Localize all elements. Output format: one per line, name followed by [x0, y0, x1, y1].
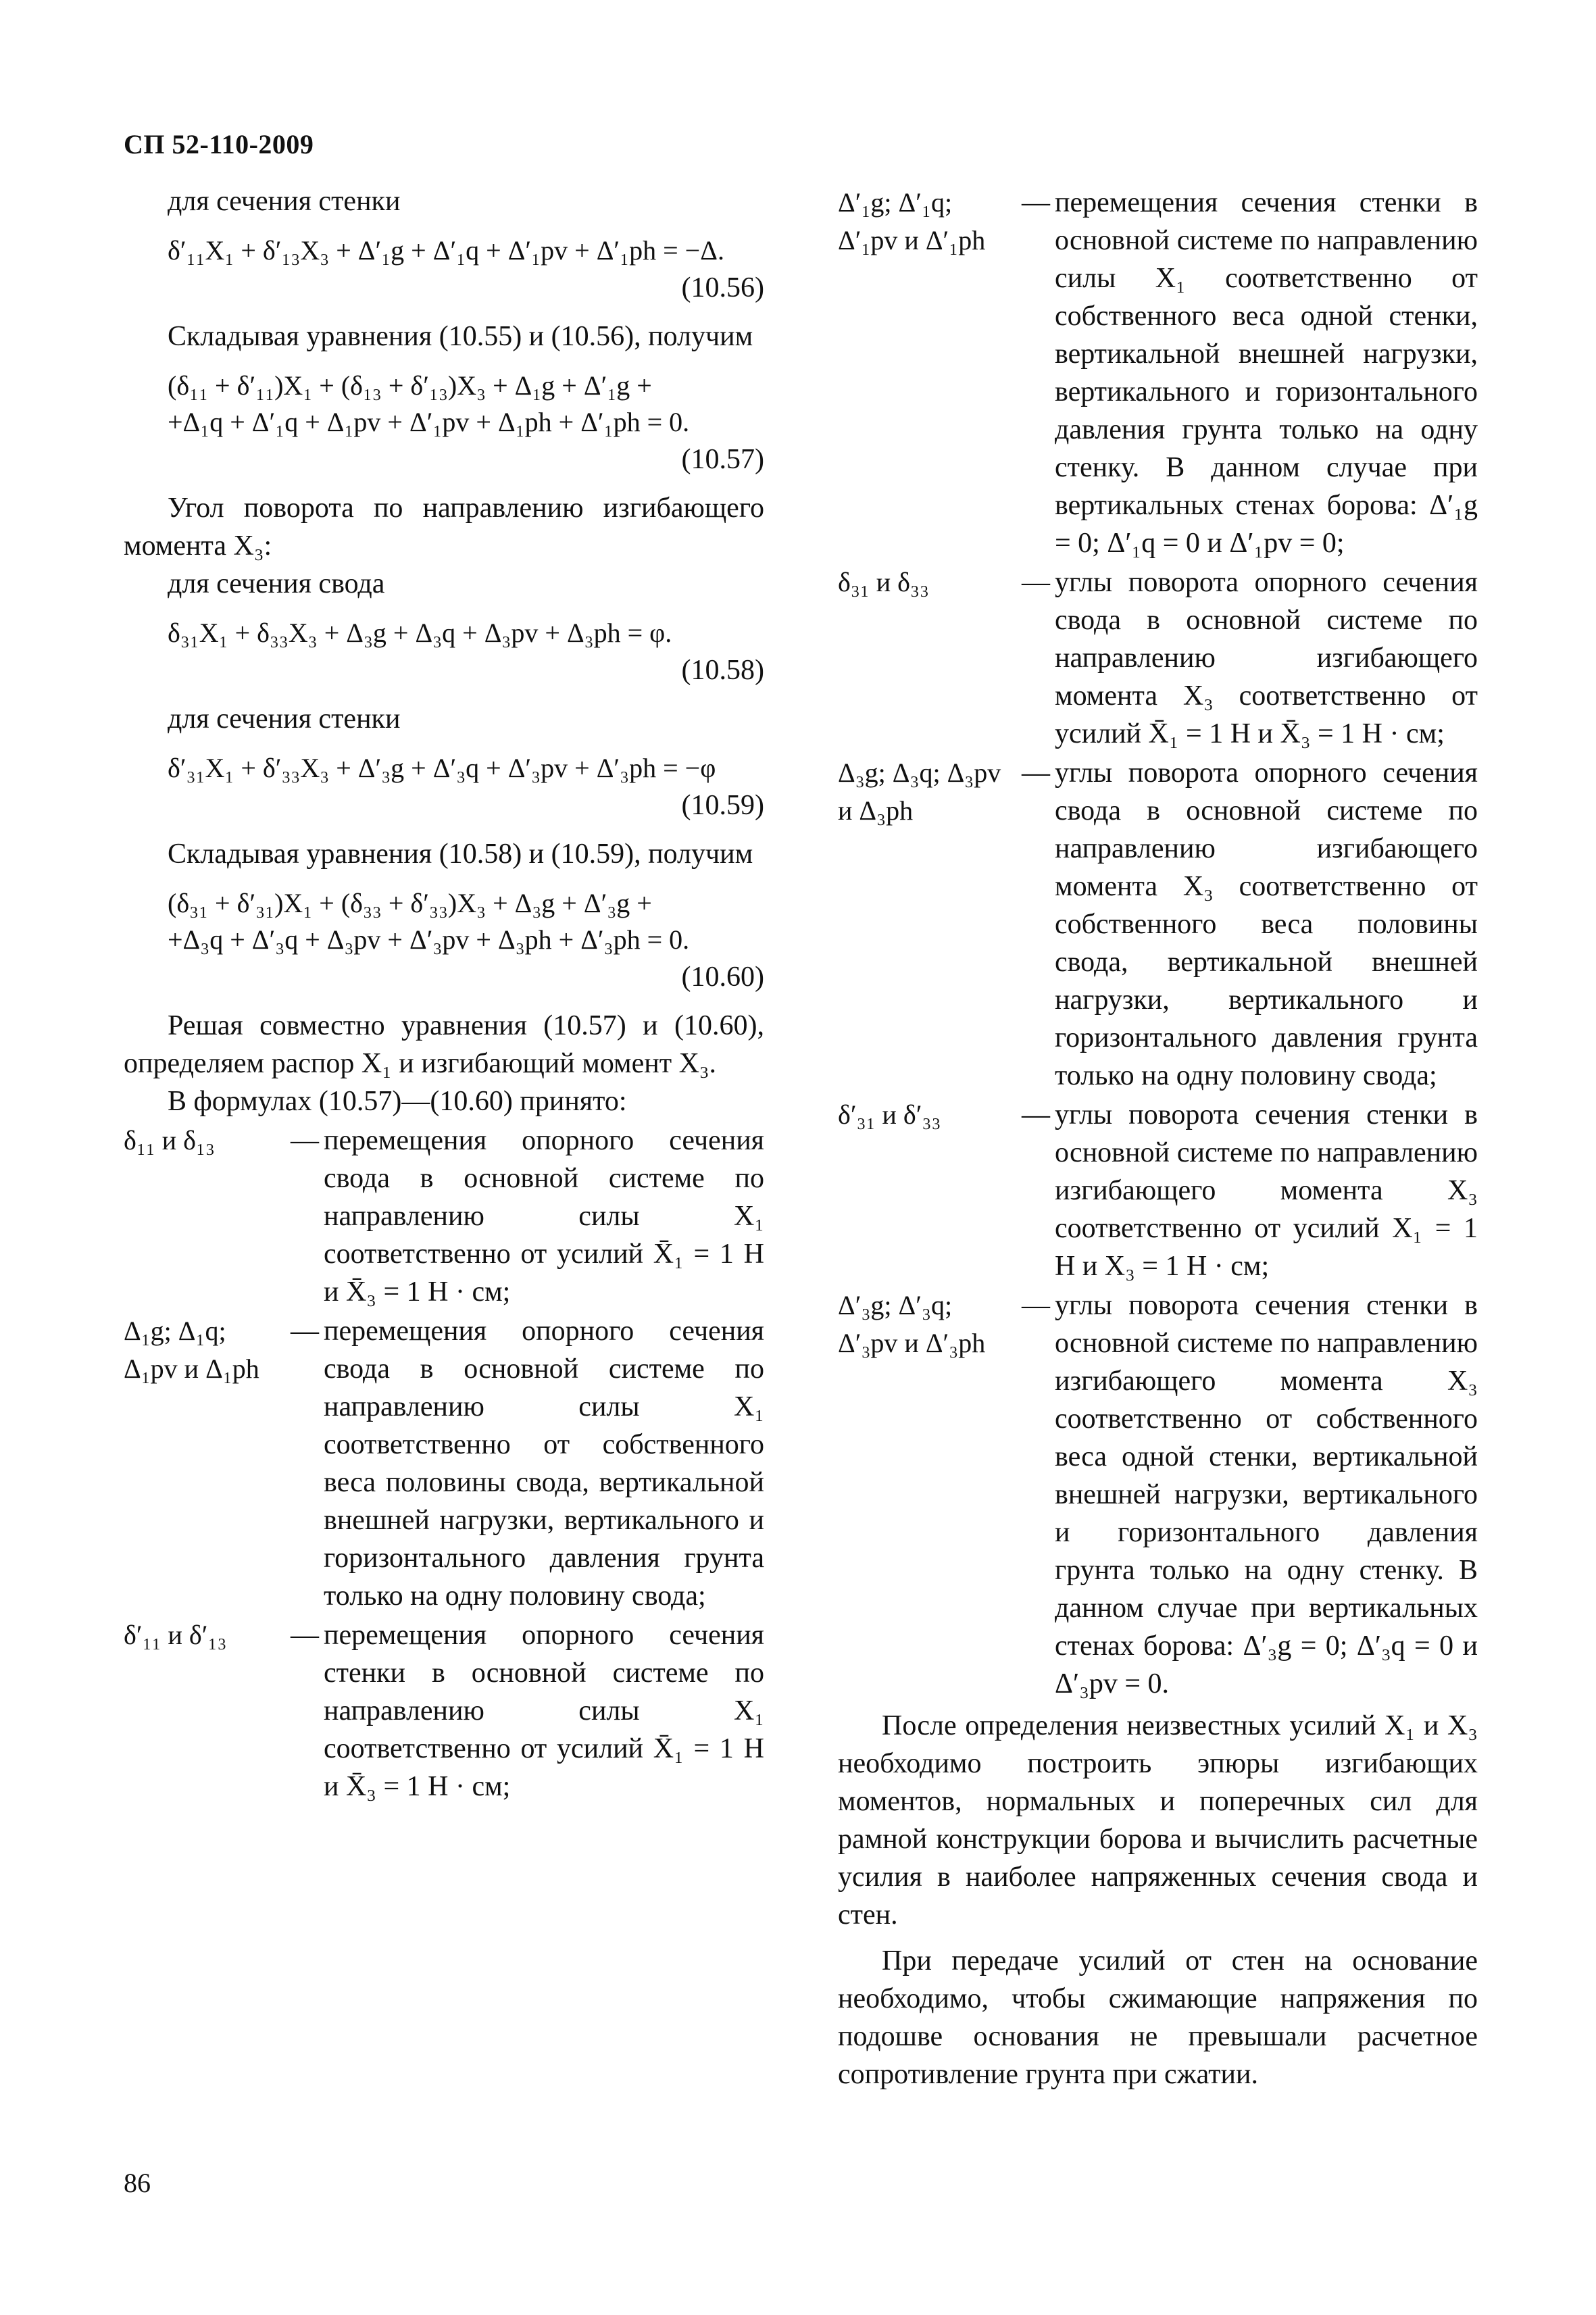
- definition-item: [838, 754, 1478, 1095]
- definition-item: [838, 184, 1478, 562]
- em-dash: —: [291, 1316, 319, 1347]
- definition-item: [838, 564, 1478, 753]
- left-column: [124, 182, 764, 1806]
- paragraph: Складывая уравнения (10.55) и (10.56), получим: [168, 321, 753, 352]
- definition-text: перемещения сечения стенки в основной системе по направлению силы X₁ соответственно от собственного веса одной стенки, вертикальной внешней нагрузки, вертикального и горизонтального давления грунта только на одну стенку. В данном случае при вертикальных стенах борова: Δ′₁g = 0; Δ′₁q = 0 и Δ′₁pv = 0;: [1055, 187, 1478, 559]
- equation-10-59: δ′₃₁X₁ + δ′₃₃X₃ + Δ′₃g + Δ′₃q + Δ′₃pv + Δ′₃ph = −φ: [168, 753, 716, 783]
- definition-item: [838, 1287, 1478, 1703]
- right-column: [838, 182, 1478, 2093]
- paragraph: Решая совместно уравнения (10.57) и (10.60), определяем распор X₁ и изгибающий момент X₃.: [124, 1010, 764, 1079]
- em-dash: —: [1022, 757, 1050, 789]
- definition-text: углы поворота сечения стенки в основной системе по направлению изгибающего момента X₃ соответственно от усилий X₁ = 1 Н и X₃ = 1 Н · см;: [1055, 1099, 1478, 1282]
- definition-symbol: δ′₃₁ и δ′₃₃: [838, 1099, 941, 1130]
- em-dash: —: [291, 1620, 319, 1651]
- equation-10-56: δ′₁₁X₁ + δ′₁₃X₃ + Δ′₁g + Δ′₁q + Δ′₁pv + Δ′₁ph = −Δ.: [168, 235, 724, 266]
- document-code-header: СП 52-110-2009: [124, 129, 314, 159]
- em-dash: —: [1022, 1099, 1050, 1130]
- definition-text: углы поворота опорного сечения свода в основной системе по направлению изгибающего момента X₃ соответственно от собственного веса половины свода, вертикальной внешней нагрузки, вертикального и горизонтального давления грунта только на одну половину свода;: [1055, 757, 1478, 1091]
- definition-text: перемещения опорного сечения свода в основной системе по направлению силы X₁ соответственно от усилий X̄₁ = 1 Н и X̄₃ = 1 Н · см;: [324, 1125, 764, 1308]
- equation-number: (10.57): [681, 444, 764, 475]
- paragraph: Складывая уравнения (10.58) и (10.59), получим: [168, 839, 753, 870]
- text-line: для сечения стенки: [168, 703, 401, 735]
- text-line: для сечения стенки: [168, 186, 401, 217]
- definition-symbol: Δ₃g; Δ₃q; Δ₃pv и Δ₃ph: [838, 757, 1001, 826]
- em-dash: —: [291, 1125, 319, 1156]
- paragraph: При передаче усилий от стен на основание необходимо, чтобы сжимающие напряжения по подошве основания не превышали расчетное сопротивление грунта при сжатии.: [838, 1945, 1478, 2090]
- definition-text: перемещения опорного сечения стенки в основной системе по направлению силы X₁ соответственно от усилий X̄₁ = 1 Н и X̄₃ = 1 Н · см;: [324, 1620, 764, 1802]
- definition-text: перемещения опорного сечения свода в основной системе по направлению силы X₁ соответственно от собственного веса половины свода, вертикальной внешней нагрузки, вертикального и горизонтального давления грунта только на одну половину свода;: [324, 1316, 764, 1612]
- equation-10-57-line-1: (δ₁₁ + δ′₁₁)X₁ + (δ₁₃ + δ′₁₃)X₃ + Δ₁g + Δ′₁g +: [168, 370, 652, 401]
- equation-number: (10.56): [681, 272, 764, 303]
- equation-10-58: δ₃₁X₁ + δ₃₃X₃ + Δ₃g + Δ₃q + Δ₃pv + Δ₃ph = φ.: [168, 618, 672, 648]
- definition-item: [838, 1096, 1478, 1285]
- equation-10-60-line-1: (δ₃₁ + δ′₃₁)X₁ + (δ₃₃ + δ′₃₃)X₃ + Δ₃g + Δ′₃g +: [168, 888, 652, 918]
- definition-symbol: Δ′₁g; Δ′₁q; Δ′₁pv и Δ′₁ph: [838, 187, 986, 255]
- paragraph: Угол поворота по направлению изгибающего момента X₃:: [124, 493, 764, 562]
- definition-symbol: δ′₁₁ и δ′₁₃: [124, 1620, 227, 1650]
- definition-item: [124, 1312, 764, 1615]
- definition-text: углы поворота опорного сечения свода в основной системе по направлению изгибающего момента X₃ соответственно от усилий X̄₁ = 1 Н и X̄₃ = 1 Н · см;: [1055, 567, 1478, 749]
- definition-symbol: δ₁₁ и δ₁₃: [124, 1125, 215, 1155]
- equation-10-60-line-2: +Δ₃q + Δ′₃q + Δ₃pv + Δ′₃pv + Δ₃ph + Δ′₃ph = 0.: [168, 924, 690, 955]
- equation-10-57-line-2: +Δ₁q + Δ′₁q + Δ₁pv + Δ′₁pv + Δ₁ph + Δ′₁ph = 0.: [168, 407, 690, 437]
- page-number: 86: [124, 2168, 151, 2198]
- equation-number: (10.60): [681, 962, 764, 993]
- definition-symbol: Δ₁g; Δ₁q; Δ₁pv и Δ₁ph: [124, 1316, 259, 1384]
- definition-symbol: Δ′₃g; Δ′₃q; Δ′₃pv и Δ′₃ph: [838, 1290, 986, 1358]
- em-dash: —: [1022, 187, 1050, 218]
- paragraph: В формулах (10.57)—(10.60) принято:: [168, 1086, 627, 1117]
- text-line: для сечения свода: [168, 568, 385, 599]
- definition-item: [124, 1122, 764, 1311]
- em-dash: —: [1022, 567, 1050, 598]
- definition-text: углы поворота сечения стенки в основной системе по направлению изгибающего момента X₃ соответственно от собственного веса одной стенки, вертикальной внешней нагрузки, вертикального и горизонтального давления грунта только на одну стенку. В данном случае при вертикальных стенах борова: Δ′₃g = 0; Δ′₃q = 0 и Δ′₃pv = 0.: [1055, 1290, 1478, 1699]
- em-dash: —: [1022, 1290, 1050, 1321]
- definition-symbol: δ₃₁ и δ₃₃: [838, 567, 929, 597]
- paragraph: После определения неизвестных усилий X₁ и X₃ необходимо построить эпюры изгибающих моментов, нормальных и поперечных сил для рамной конструкции борова и вычислить расчетные усилия в наиболее напряженных сечения свода и стен.: [838, 1710, 1478, 1931]
- definition-item: [124, 1616, 764, 1806]
- equation-number: (10.58): [681, 655, 764, 686]
- equation-number: (10.59): [681, 790, 764, 821]
